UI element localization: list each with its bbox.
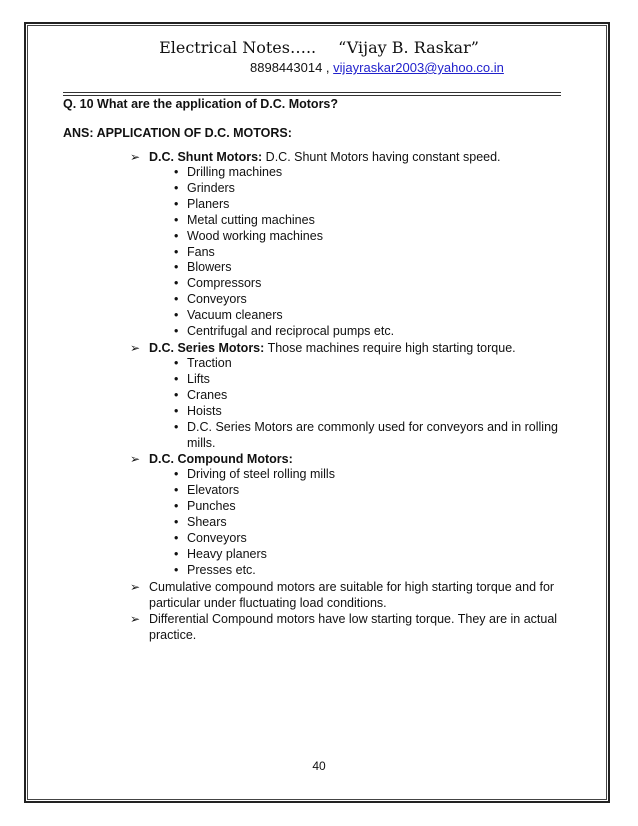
dot-bullet-icon: • — [174, 483, 179, 498]
dot-bullet-icon: • — [174, 515, 179, 530]
list-item — [130, 531, 570, 547]
dot-bullet-icon: • — [174, 324, 179, 339]
list-item — [130, 420, 570, 452]
list-item-text: Planers — [187, 196, 230, 211]
list-item — [130, 165, 570, 181]
dot-bullet-icon: • — [174, 371, 179, 386]
list-item-text: Blowers — [187, 260, 232, 275]
list-item-text: Heavy planers — [187, 546, 267, 561]
arrow-bullet-icon: ➢ — [130, 452, 141, 467]
dot-bullet-icon: • — [174, 562, 179, 577]
list-item — [130, 308, 570, 324]
list-item-text: Presses etc. — [187, 562, 256, 577]
dot-bullet-icon: • — [174, 499, 179, 514]
section-label: D.C. Series Motors: — [149, 340, 265, 355]
dot-bullet-icon: • — [174, 196, 179, 211]
dot-bullet-icon: • — [174, 244, 179, 259]
note-text: Differential Compound motors have low starting torque. They are in actual practice. — [149, 611, 558, 642]
note-text: Cumulative compound motors are suitable for high starting torque and for particular under fluctuating load conditions. — [149, 579, 555, 610]
list-item-text: Driving of steel rolling mills — [187, 467, 335, 482]
list-item-text: Centrifugal and reciprocal pumps etc. — [187, 324, 395, 339]
note-differential — [130, 611, 570, 643]
answer-heading: ANS: APPLICATION OF D.C. MOTORS: — [63, 126, 292, 140]
list-item — [130, 229, 570, 245]
list-item — [130, 260, 570, 276]
dot-bullet-icon: • — [174, 355, 179, 370]
arrow-bullet-icon: ➢ — [130, 150, 141, 164]
list-item — [130, 292, 570, 308]
list-item-text: Conveyors — [187, 531, 247, 546]
dot-bullet-icon: • — [174, 419, 179, 434]
page-number: 40 — [312, 759, 326, 773]
list-item-text: Metal cutting machines — [187, 212, 315, 227]
list-item-text: Hoists — [187, 403, 222, 418]
dot-bullet-icon: • — [174, 165, 179, 179]
question-heading: Q. 10 What are the application of D.C. Motors? — [63, 97, 339, 111]
list-item — [130, 563, 570, 579]
list-item — [130, 372, 570, 388]
header-title-right: “Vijay B. Raskar” — [338, 38, 479, 57]
list-item — [130, 547, 570, 563]
list-item-text: Traction — [187, 355, 232, 370]
list-item — [130, 388, 570, 404]
dot-bullet-icon: • — [174, 212, 179, 227]
dot-bullet-icon: • — [174, 228, 179, 243]
header-rule-bottom — [63, 95, 561, 96]
dot-bullet-icon: • — [174, 546, 179, 561]
dot-bullet-icon: • — [174, 467, 179, 482]
list-item — [130, 213, 570, 229]
arrow-bullet-icon: ➢ — [130, 611, 141, 626]
section-text: D.C. Shunt Motors having constant speed. — [265, 150, 501, 164]
list-item-text: Shears — [187, 515, 227, 530]
list-item — [130, 515, 570, 531]
section-text: Those machines require high starting torque. — [267, 340, 516, 355]
list-item-text: Grinders — [187, 180, 235, 195]
list-item-text: Punches — [187, 499, 236, 514]
list-item — [130, 499, 570, 515]
header-contact — [250, 60, 504, 75]
list-item-text: Elevators — [187, 483, 240, 498]
header-rule-top — [63, 92, 561, 93]
list-item — [130, 276, 570, 292]
section-shunt — [130, 149, 570, 165]
header-email-link[interactable]: vijayraskar2003@yahoo.co.in — [333, 60, 504, 75]
list-item-text: Cranes — [187, 387, 228, 402]
list-item-text: Vacuum cleaners — [187, 308, 283, 323]
list-item-text: Lifts — [187, 371, 210, 386]
list-item — [130, 483, 570, 499]
list-item-text: Fans — [187, 244, 215, 259]
content-list — [130, 149, 570, 643]
list-item — [130, 181, 570, 197]
dot-bullet-icon: • — [174, 260, 179, 275]
list-item-text: D.C. Series Motors are commonly used for conveyors and in rolling mills. — [187, 419, 558, 450]
list-item-text: Wood working machines — [187, 228, 323, 243]
list-item-text: Conveyors — [187, 292, 247, 307]
arrow-bullet-icon: ➢ — [130, 579, 141, 594]
list-item — [130, 467, 570, 483]
section-label: D.C. Compound Motors: — [149, 452, 293, 467]
dot-bullet-icon: • — [174, 308, 179, 323]
dot-bullet-icon: • — [174, 387, 179, 402]
arrow-bullet-icon: ➢ — [130, 340, 141, 355]
list-item-text: Drilling machines — [187, 165, 283, 179]
note-cumulative — [130, 579, 570, 611]
dot-bullet-icon: • — [174, 403, 179, 418]
section-label: D.C. Shunt Motors: — [149, 150, 263, 164]
header-title — [0, 38, 638, 57]
header-phone: 8898443014 , — [250, 60, 330, 75]
dot-bullet-icon: • — [174, 276, 179, 291]
section-compound — [130, 451, 570, 467]
header-title-left: Electrical Notes….. — [159, 38, 317, 57]
list-item — [130, 356, 570, 372]
list-item-text: Compressors — [187, 276, 262, 291]
list-item — [130, 197, 570, 213]
section-series — [130, 340, 570, 356]
dot-bullet-icon: • — [174, 531, 179, 546]
list-item — [130, 404, 570, 420]
list-item — [130, 245, 570, 261]
dot-bullet-icon: • — [174, 292, 179, 307]
dot-bullet-icon: • — [174, 180, 179, 195]
list-item — [130, 324, 570, 340]
